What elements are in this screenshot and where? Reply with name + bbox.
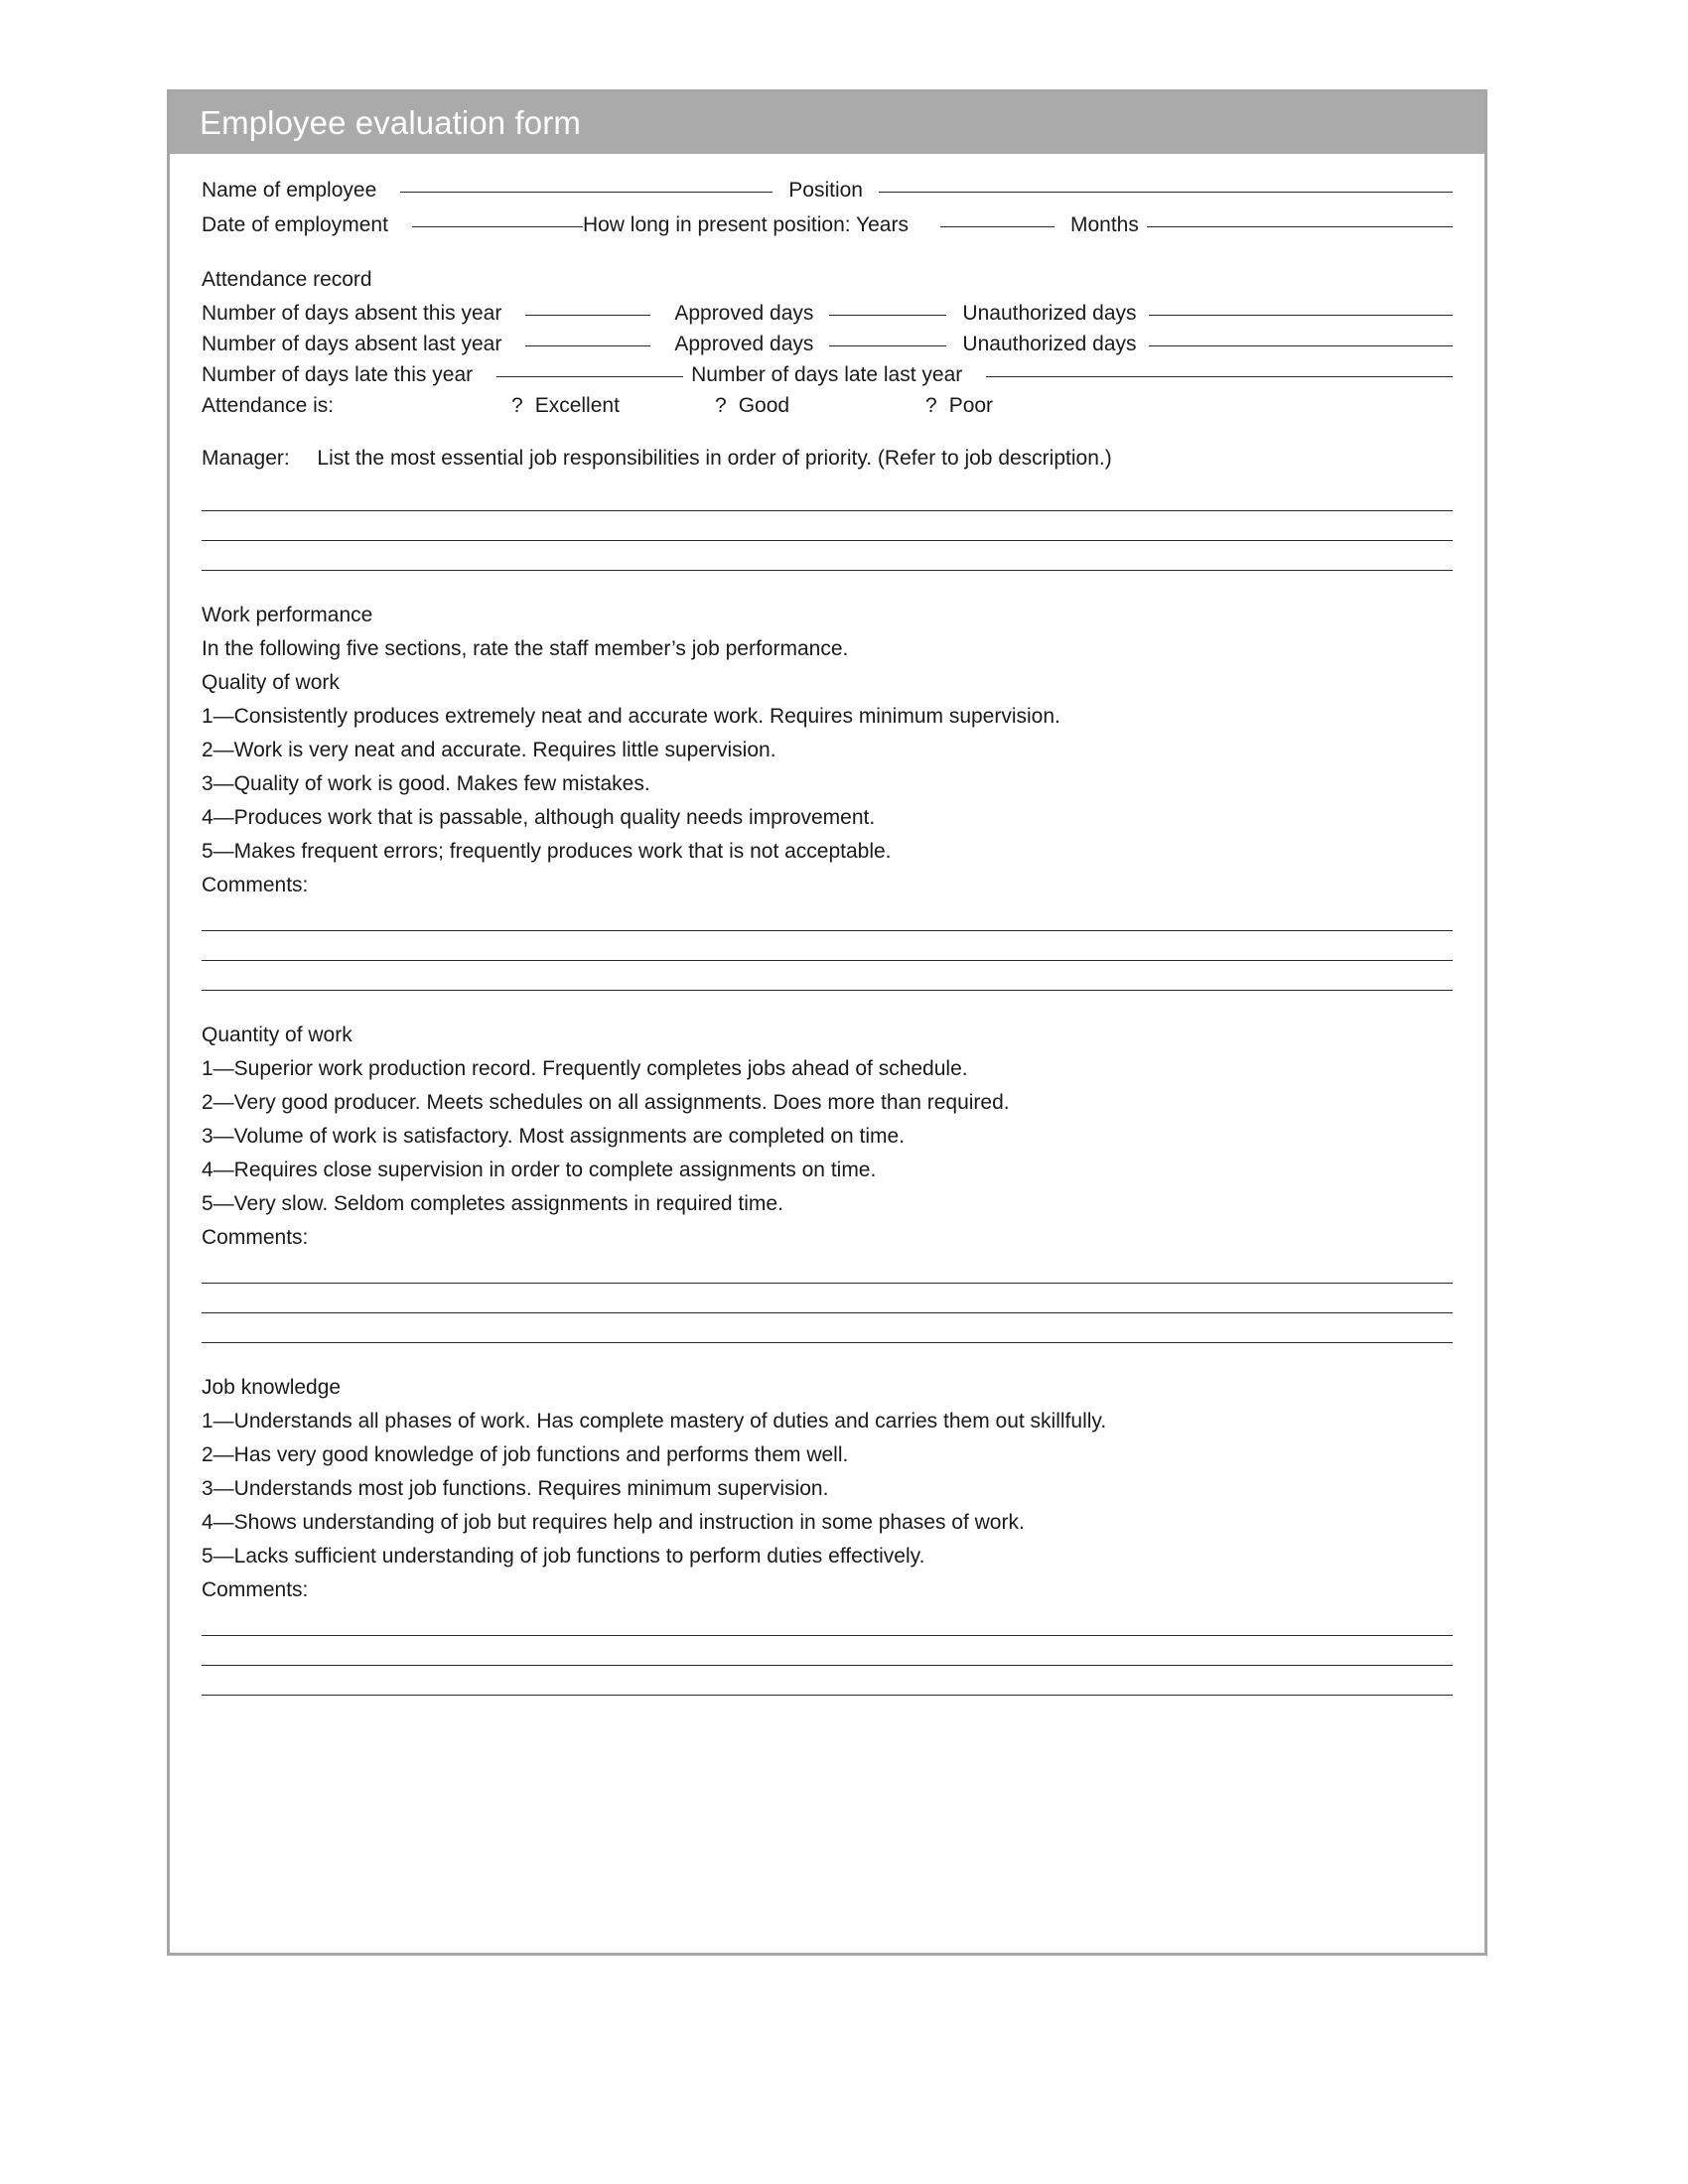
checkbox-placeholder-icon[interactable]: ? [715,394,727,417]
manager-instruction-row [202,448,1453,469]
work-performance-heading: Work performance [202,604,373,626]
rating-item: 3—Volume of work is satisfactory. Most assignments are completed on time. [202,1125,906,1148]
days-absent-this-year-input[interactable] [525,315,650,316]
rating-item: 5—Makes frequent errors; frequently produces work that is not acceptable. [202,840,892,863]
answer-line[interactable] [202,1254,1453,1284]
job-knowledge-comments-area[interactable] [202,1606,1453,1696]
checkbox-placeholder-icon[interactable]: ? [511,394,523,417]
unauthorized-days-last-year-label: Unauthorized days [962,333,1137,355]
form-title-banner [170,92,1484,154]
answer-line[interactable] [202,901,1453,931]
rating-item: 4—Requires close supervision in order to complete assignments on time. [202,1159,877,1181]
answer-line[interactable] [202,1313,1453,1343]
manager-responsibilities-answer-area[interactable] [202,481,1453,571]
rating-item: 1—Superior work production record. Frequently completes jobs ahead of schedule. [202,1057,968,1080]
approved-days-last-year-label: Approved days [674,333,814,355]
rating-item: 2—Has very good knowledge of job functions and performs them well. [202,1443,849,1466]
months-input[interactable] [1147,226,1453,227]
attendance-option-excellent-label: Excellent [534,394,620,417]
answer-line[interactable] [202,931,1453,961]
position-label: Position [788,179,863,202]
approved-days-last-year-input[interactable] [829,345,946,346]
attendance-is-label: Attendance is: [202,394,335,417]
days-late-row [202,364,1453,385]
rating-item: 1—Consistently produces extremely neat and accurate work. Requires minimum supervision. [202,705,1060,728]
quantity-of-work-comments-area[interactable] [202,1254,1453,1343]
months-label: Months [1069,213,1139,236]
manager-instruction-text: List the most essential job responsibilities in order of priority. (Refer to job description.) [317,447,1112,470]
attendance-rating-row [202,395,1453,416]
days-late-this-year-label: Number of days late this year [202,363,474,386]
comments-label: Comments: [202,1226,309,1249]
manager-prefix-label: Manager: [202,447,290,470]
rating-item: 2—Very good producer. Meets schedules on all assignments. Does more than required. [202,1091,1010,1114]
answer-line[interactable] [202,481,1453,511]
rating-item: 1—Understands all phases of work. Has complete mastery of duties and carries them out skillfully. [202,1410,1107,1433]
attendance-row-this-year [202,303,1453,324]
attendance-option-poor[interactable] [925,395,993,416]
name-of-employee-label: Name of employee [202,179,377,202]
page-title: Employee evaluation form [200,104,581,141]
days-absent-last-year-input[interactable] [525,345,650,346]
unauthorized-days-this-year-label: Unauthorized days [962,302,1137,325]
section-heading-quantity-of-work: Quantity of work [202,1024,352,1046]
work-performance-intro: In the following five sections, rate the staff member’s job performance. [202,637,849,660]
date-of-employment-row [202,214,1453,235]
approved-days-this-year-input[interactable] [829,315,946,316]
answer-line[interactable] [202,511,1453,541]
how-long-in-present-position-label: How long in present position: Years [582,213,909,236]
answer-line[interactable] [202,1284,1453,1313]
days-absent-this-year-label: Number of days absent this year [202,302,502,325]
section-heading-quality-of-work: Quality of work [202,671,340,694]
approved-days-this-year-label: Approved days [674,302,814,325]
days-late-last-year-label: Number of days late last year [691,363,963,386]
comments-label: Comments: [202,1578,309,1601]
comments-label: Comments: [202,874,309,896]
name-of-employee-input[interactable] [400,192,773,193]
attendance-option-excellent[interactable] [511,395,715,416]
unauthorized-days-last-year-input[interactable] [1149,345,1453,346]
form-body [170,154,1484,1696]
days-absent-last-year-label: Number of days absent last year [202,333,502,355]
date-of-employment-label: Date of employment [202,213,388,236]
unauthorized-days-this-year-input[interactable] [1149,315,1453,316]
rating-item: 5—Lacks sufficient understanding of job functions to perform duties effectively. [202,1545,925,1568]
attendance-option-good-label: Good [738,394,790,417]
rating-item: 2—Work is very neat and accurate. Requires little supervision. [202,739,776,761]
days-late-last-year-input[interactable] [986,376,1453,377]
position-input[interactable] [879,192,1453,193]
answer-line[interactable] [202,1636,1453,1666]
checkbox-placeholder-icon[interactable]: ? [925,394,937,417]
years-input[interactable] [940,226,1055,227]
quality-of-work-comments-area[interactable] [202,901,1453,991]
days-late-this-year-input[interactable] [496,376,683,377]
attendance-option-good[interactable] [715,395,925,416]
date-of-employment-input[interactable] [412,226,583,227]
rating-item: 4—Produces work that is passable, although quality needs improvement. [202,806,876,829]
answer-line[interactable] [202,541,1453,571]
rating-item: 4—Shows understanding of job but requires help and instruction in some phases of work. [202,1511,1025,1534]
attendance-row-last-year [202,334,1453,354]
rating-item: 3—Understands most job functions. Requires minimum supervision. [202,1477,829,1500]
attendance-option-poor-label: Poor [948,394,994,417]
answer-line[interactable] [202,961,1453,991]
answer-line[interactable] [202,1666,1453,1696]
form-page [167,89,1487,1956]
employee-name-row [202,180,1453,201]
attendance-record-heading: Attendance record [202,268,372,291]
rating-item: 3—Quality of work is good. Makes few mistakes. [202,772,650,795]
section-heading-job-knowledge: Job knowledge [202,1376,342,1399]
answer-line[interactable] [202,1606,1453,1636]
rating-item: 5—Very slow. Seldom completes assignments in required time. [202,1192,783,1215]
